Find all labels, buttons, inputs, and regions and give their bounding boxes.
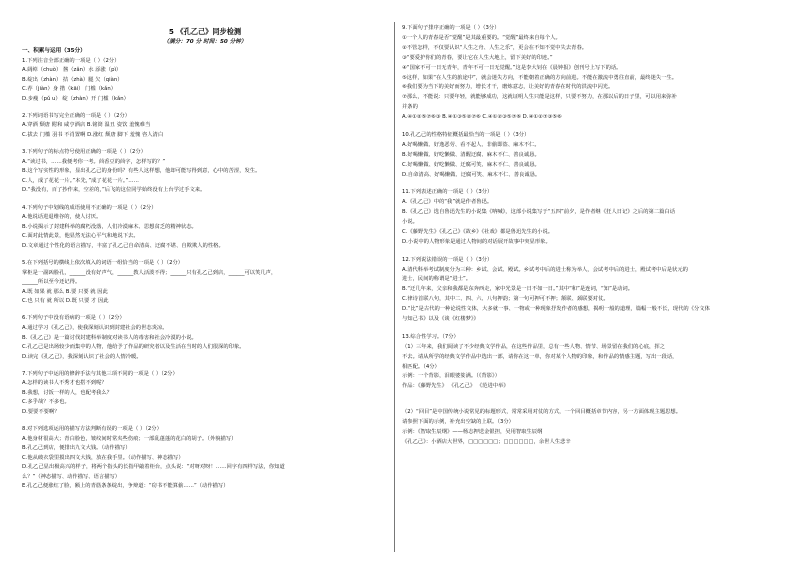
page-title: 5 《孔乙己》同步检测 xyxy=(168,27,242,36)
left-line: 1.下列注音全部正确的一项是（ ）（2分） xyxy=(22,57,120,64)
right-line: 与知己书》以及《谈《红楼梦》》 xyxy=(402,316,479,323)
left-line: A.“读过书，……我便考你一考。茴香豆的茴字，怎样写的？” xyxy=(22,158,166,165)
left-line: C.人，成了花花一片。”本先，”成了花花一片。”…… xyxy=(22,177,139,184)
right-line: B.《孔乙己》选自鲁迅先生的小说集《呐喊》，这部小说集写于“五四”前夕，是作者继《狂人日记》之后的第二篇白话 xyxy=(402,209,676,216)
left-line: D.步瘦（pǔ u） 绽（zhàn）开 门槛（kǎn） xyxy=(22,95,129,102)
left-line: B.这个写实性的形象，显出孔乙己的身份吗？有些人这样想，他却可能写得到意，心中的苦涩，发生。 xyxy=(22,168,261,175)
left-line: A.既 如果 就 那么 B.要 只要 就 因此 xyxy=(22,288,108,295)
left-line: C.也 只有 就 所以 D.既 只要 才 因此 xyxy=(22,298,109,305)
right-line: ⑦那么，不能说：只要年轻，就能够成功，这就证明人生只能是这样，只要不努力，在那以后的日子里，可以用来弥补 xyxy=(402,94,677,101)
page-subtitle: （满分：70 分 时间：50 分钟） xyxy=(163,39,247,45)
right-line: 10.孔乙己的性格特征概括最恰当的一项是（ ）（3分） xyxy=(402,131,530,138)
right-line: 小说。 xyxy=(402,219,418,226)
left-line: C.他从破衣袋里摸出四文大钱，放在我手里。（动作描写、神态描写） xyxy=(22,454,184,461)
left-line: 2.下列词语书写完全正确的一项是（ ）（2分） xyxy=(22,112,131,119)
right-line: 12.下列说法错误的一项是（ ）（3分） xyxy=(402,256,493,263)
right-line: 11.下列表述正确的一项是（ ）（3分） xyxy=(402,189,493,196)
left-line: B.《孔乙己》是一篇讨伐封建科举制度对读书人的毒害和社会冷漠的小说。 xyxy=(22,334,197,341)
right-line: 相匹配。（4分） xyxy=(402,363,440,370)
right-line: 示例：《智取生辰纲》——杨志押送金银担，吴用智取生辰纲 xyxy=(402,428,543,435)
right-line: 《孔乙己》：小酒店大世界，□□□□□□；□□□□□□，余世人生悲辛 xyxy=(402,438,571,445)
left-line: D.“我没有，百了抄作来，空差的，”后飞的这位同学始终没有上台学过手文来。 xyxy=(22,187,206,194)
right-line: ②不管怎样，不仅要认识“人生之舟、人生之乐”，更会在不知不觉中失去青春。 xyxy=(402,44,588,51)
left-line: D.读完《孔乙己》，我深刻认识了社会的人情冷暖。 xyxy=(22,353,142,360)
left-line: E.孔乙己便涨红了脸，额上的青筋条条绽出，争辩道：“窃书不能算偷……”（动作描写） xyxy=(22,483,229,490)
left-line: 一、积累与运用（35分） xyxy=(22,48,86,54)
left-line: 掌柜是一副凶脸孔，______没有好声气，______教人活泼不得；______只有孔乙己到店，______可以笑几声， xyxy=(22,269,277,276)
left-line: A.通过学习《孔乙己》，使我深刻认识到封建社会的世态炎凉。 xyxy=(22,324,168,331)
column-divider xyxy=(394,22,395,552)
right-line: A.《孔乙己》中的“我”就是作者鲁迅。 xyxy=(402,199,493,206)
right-line: ⑥我们要为当下的美好而努力，增长才干，磨炼意志，让美好的青春在时代的洪流中闪光。 xyxy=(402,84,614,91)
left-line: C.孔乙己是出场较少而集中的人物，他给予了作品的研究者以及生活在当时的人们很深的印象。 xyxy=(22,344,245,351)
left-line: ______所以至今还记得。 xyxy=(22,279,81,286)
left-line: D.文章通过个性化的语言描写，丰富了孔乙己自命清高、迂腐不堪、自欺欺人的性格。 xyxy=(22,242,224,249)
left-line: B.绽出（zhàn） 拮（zhà）腿 欠（qiàn） xyxy=(22,76,123,83)
right-line: ③“要爱护你们的青春，要让它在人生大地上，留下美好的印迹。” xyxy=(402,54,553,61)
left-line: D.要要不要啊？ xyxy=(22,408,60,415)
right-line: B.“迂几年来，父亲和我都是东奔西走，家中光景是一日不如一日。”其中“和”是连词，“知”是动词。 xyxy=(402,286,634,293)
right-line: ①一个人的青春是否“觉醒”是其最重要的。“觉醒”最终来自每个人。 xyxy=(402,34,561,41)
right-line: A.④①②⑤⑦⑥③ B.④①③⑤②⑦⑥ C.④①②③⑤⑦⑥ D.④①②⑦③⑤⑥ xyxy=(402,114,562,121)
right-line: （1）三年来，我们阅读了不少经典文学作品，在这些作品里，总有一些人物、情节、场景留在我们的心底，挥之 xyxy=(402,343,665,350)
right-line: ④“国家不可一日无青年，青年不可一日无觉醒。”这是李大钊在《晨钟报》创刊号上写下的话。 xyxy=(402,64,622,71)
left-line: A.穿酒 颓唐 附和 咸亨酒店 B.铭筒 温丑 姿饮 羞愧难当 xyxy=(22,122,151,129)
left-line: 么？”（神态描写、动作描写、语言描写） xyxy=(22,473,121,480)
left-line: 3.下列句子的标点符号使用正确的一项是（ ）（2分） xyxy=(22,149,146,156)
left-line: C.面对此情此景，他显然无法心平气和地说下去。 xyxy=(22,233,139,240)
left-line: B.孔乙己到店，便排出九文大钱。（动作描写） xyxy=(22,445,131,452)
left-column xyxy=(22,0,388,561)
right-line: 不去。请从所学的经典文学作品中选出一部，请你在这一单，你对某个人物的印象，和作品的情感主题，写出一段话， xyxy=(402,353,678,360)
left-line: C.拔去 门槛 羽书 不肖置啊 D.涨红 颓唐 脚下 羞愧 咨人清白 xyxy=(22,132,164,139)
left-line: A.他身材很高大；青白脸色，皱纹间时常夹些伤痕；一部乱蓬蓬的花白的胡子。（外貌描写） xyxy=(22,435,237,442)
right-line: 13.综合性学习。（7分） xyxy=(402,333,459,340)
right-line: B.好喝懒做、好吃懒做、清醒迂腐、麻木不仁、善良诚恳。 xyxy=(402,151,540,158)
left-line: 7.下列句子中运用的修辞手法与其他三项不同的一项是（ ）（2分） xyxy=(22,370,178,377)
left-line: C.荐（jiàn）身 揩（kāi） 门槛（kǎn） xyxy=(22,86,117,93)
right-line: D.自命清高、好喝懒做、迂腐可笑、麻木不仁、善良诚恳。 xyxy=(402,171,541,178)
right-line: 9.下面句子排序正确的一项是（ ）（3分） xyxy=(402,25,500,31)
right-line: D.“比”是古代的一种论说性文体，大多就一事、一物或一种现象抒发作者的感想，揭明一般的道理，篇幅一般不长，现代的《分文体 xyxy=(402,306,710,313)
right-line: 进士，民间的称谓是“进士”。 xyxy=(402,276,472,283)
right-line: （2）“回目”是中国传统小说常见的标题形式，常常采用对仗的方式，一个回目概括章节内容，另一方面体现主题思想。 xyxy=(402,409,682,416)
right-line: A.好喝懒做、好逸恶劳、看不起人、非偷即盗、麻木不仁。 xyxy=(402,141,540,148)
left-line: C.多乎哉？不多也。 xyxy=(22,399,70,406)
right-line: C.《藤野先生》《孔乙己》《故乡》《社戏》都是鲁迅先生的小说。 xyxy=(402,228,554,235)
left-line: 8.对下列选项运用的描写方法判断有误的一项是（ ）（2分） xyxy=(22,426,162,433)
right-line: ⑤这样，如果“在人生的旅途中”，就会迷失方向，不能朝着正确的方向前进。不能在激流中勇往直前，最终迷失一生。 xyxy=(402,74,678,81)
left-line: A.怎样的读书人不秀才也搭不到呢？ xyxy=(22,380,107,387)
left-line: 4.下列句子中划线的成语使用不正确的一项是（ ）（2分） xyxy=(22,204,157,211)
right-line: D.小说中的人物形象是通过人物间的对话展开故事中突显形象。 xyxy=(402,238,551,245)
right-line: 示例：一个背影，泪眼婆娑满。（《背影》） xyxy=(402,373,500,380)
left-line: 5.在下列括号的横线上依次填入的词语一组恰当的一项是（ ）（2分） xyxy=(22,260,184,266)
left-line: B.小说揭示了封建科举的腐朽没落，人们冷漠麻木、思想贫乏的精神状态。 xyxy=(22,223,197,230)
left-line: 6.下列句子中没有语病的一项是（ ）（2分） xyxy=(22,315,125,322)
left-line: D.孔乙己显出极高兴的样子，将两个指头的长指甲敲着柜台，点头说：“对呀对呀！……回字有四样写法，你知道 xyxy=(22,464,285,471)
right-line: C.好喝懒做、好吃懒做、迂腐可笑、麻木不仁、善良诚恳。 xyxy=(402,161,540,168)
left-line: B.我想，讨饭一样的人，也配考我么？ xyxy=(22,389,113,396)
left-line: A.阔绰（chuò） 酱（zǎn）水 添涨（pì） xyxy=(22,67,122,74)
right-line: A.清代科举考试制度分为三种：乡试、会试、殿试。乡试考中后的进士称为举人，会试考中后的进士，殿试考中后是状元的 xyxy=(402,266,688,273)
right-line: 并条的 xyxy=(402,104,418,111)
right-line: C.律诗首联八句，其中二、四、六、八句押韵；第一句可押可不押；颔联、颈联要对仗。 xyxy=(402,296,609,303)
right-line: 请参照下面的示例，补充出空缺的上联。（3分） xyxy=(402,419,514,426)
left-line: A.他说话进退维谷的，使人讨厌。 xyxy=(22,214,102,221)
right-column xyxy=(402,0,774,561)
right-line: 作品：《藤野先生》 《孔乙己》 《范进中举》 xyxy=(402,383,509,390)
